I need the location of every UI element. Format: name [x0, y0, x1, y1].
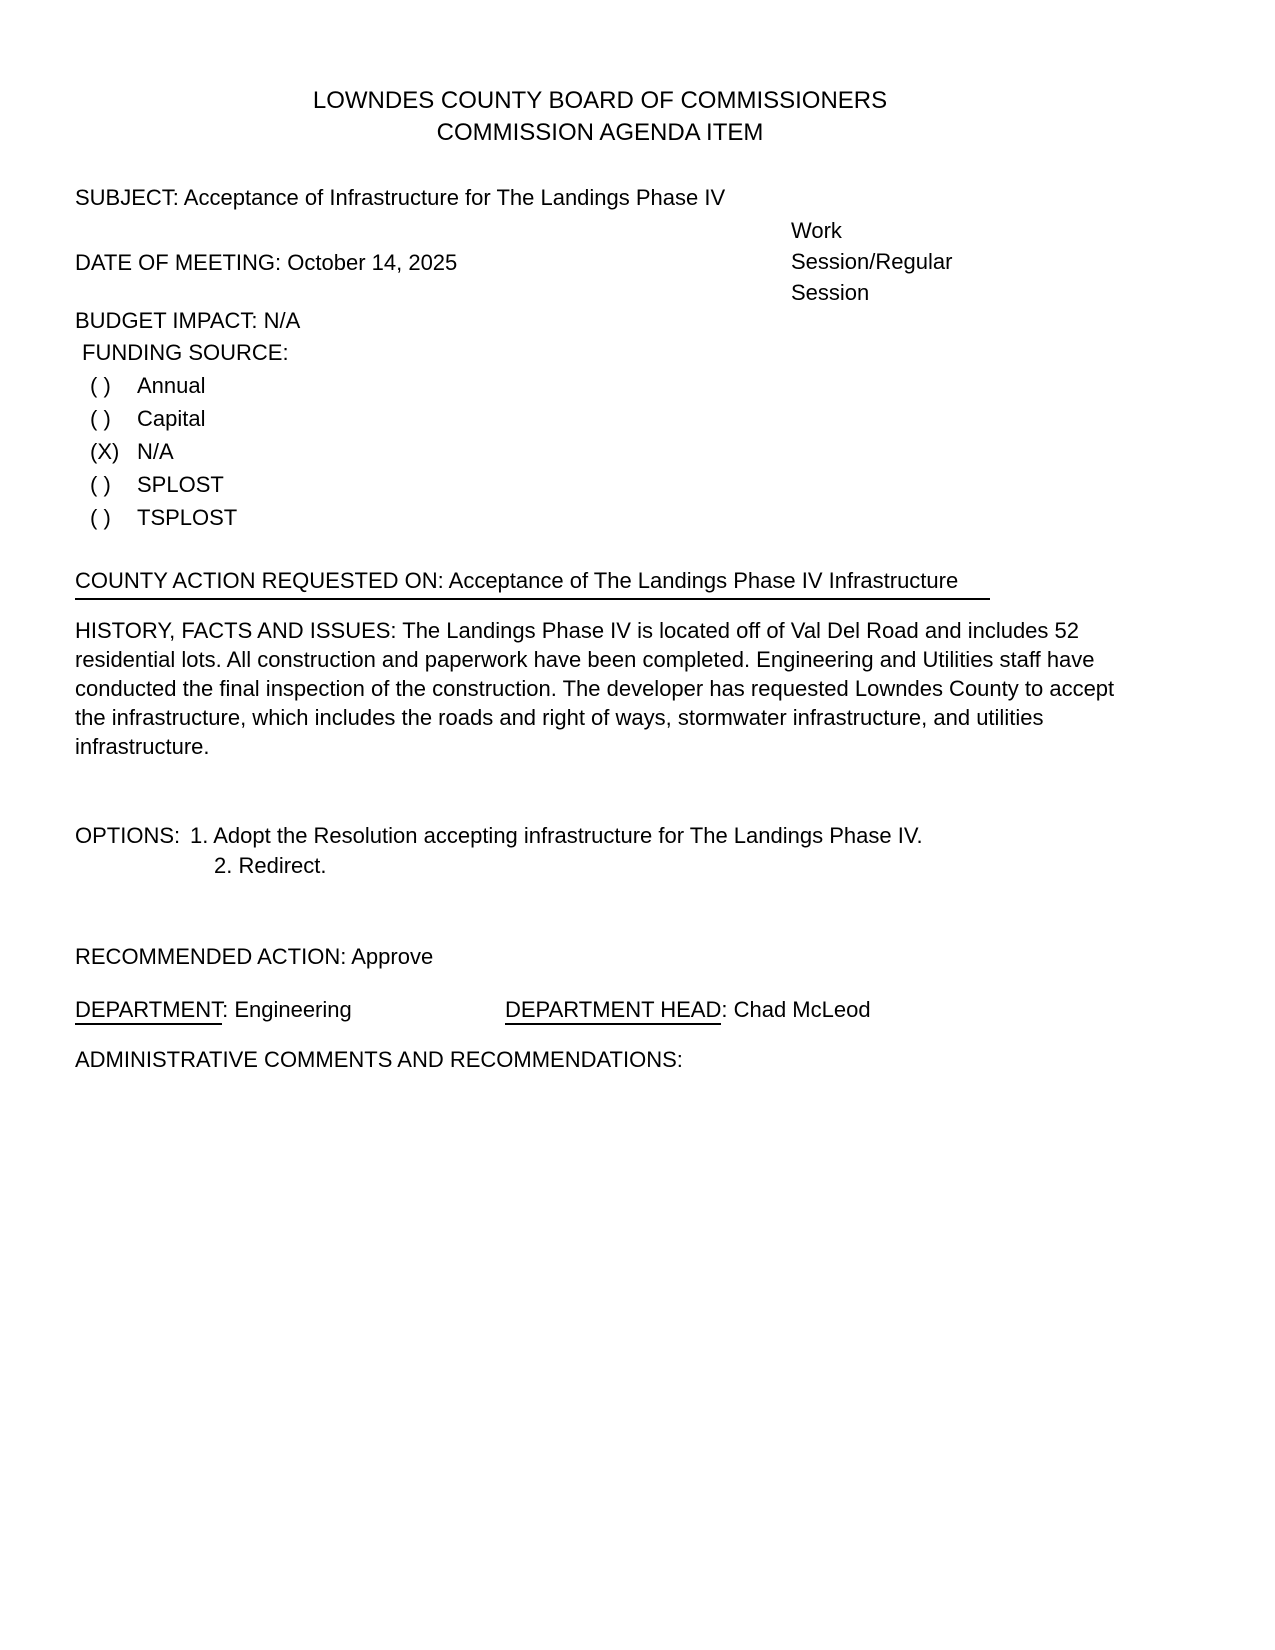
date-of-meeting-line: DATE OF MEETING: October 14, 2025: [75, 250, 458, 275]
checkbox-marker: ( ): [90, 505, 111, 530]
funding-option-label: TSPLOST: [137, 505, 238, 530]
session-type-line: Session/Regular: [791, 249, 953, 274]
options-label: OPTIONS:: [75, 823, 181, 848]
budget-impact-line: BUDGET IMPACT: N/A: [75, 308, 301, 333]
department-section: [75, 994, 1220, 1026]
funding-option-na: [75, 435, 1220, 468]
options-list: [190, 821, 923, 881]
county-action-requested-line: COUNTY ACTION REQUESTED ON: Acceptance of The Landings Phase IV Infrastructure: [75, 566, 990, 600]
department-line: [75, 994, 505, 1026]
funding-option-label: SPLOST: [137, 472, 224, 497]
funding-source-list: [75, 369, 1220, 534]
subject-line: SUBJECT: Acceptance of Infrastructure for The Landings Phase IV: [75, 185, 726, 210]
option-item-2: 2. Redirect.: [214, 853, 327, 878]
department-label: DEPARTMENT: [75, 997, 222, 1025]
department-head-line: [505, 994, 871, 1026]
session-type-note: [791, 215, 952, 308]
checkbox-marker: ( ): [90, 472, 111, 497]
session-type-line: Work: [791, 218, 842, 243]
checkbox-marker: ( ): [90, 406, 111, 431]
department-value: : Engineering: [222, 997, 352, 1022]
checkbox-marker: ( ): [90, 373, 111, 398]
funding-option-annual: [75, 369, 1220, 402]
department-head-label: DEPARTMENT HEAD: [505, 997, 721, 1025]
department-head-value: : Chad McLeod: [721, 997, 871, 1022]
checkbox-marker-checked: (X): [90, 439, 120, 464]
funding-option-label: N/A: [137, 439, 174, 464]
options-section: [75, 821, 1220, 881]
funding-option-tsplost: [75, 501, 1220, 534]
session-type-line: Session: [791, 280, 870, 305]
document-title-line-2: COMMISSION AGENDA ITEM: [436, 119, 764, 146]
funding-source-label: FUNDING SOURCE:: [82, 340, 289, 365]
funding-option-label: Capital: [137, 406, 206, 431]
funding-option-label: Annual: [137, 373, 206, 398]
history-facts-issues-paragraph: HISTORY, FACTS AND ISSUES: The Landings Phase IV is located off of Val Del Road and includes 52 residential lots. All construction and paperwork have been completed. Engineering and Utilities staff have conducted the final inspection of the construction. The developer has requested Lowndes County to accept the infrastructure, which includes the roads and right of ways, stormwater infrastructure, and utilities infrastructure.: [75, 618, 1115, 759]
option-item-1: 1. Adopt the Resolution accepting infrastructure for The Landings Phase IV.: [190, 823, 923, 848]
administrative-comments-line: ADMINISTRATIVE COMMENTS AND RECOMMENDATIONS:: [75, 1047, 683, 1072]
meeting-meta-section: [75, 182, 1220, 305]
recommended-action-line: RECOMMENDED ACTION: Approve: [75, 944, 434, 969]
funding-option-capital: [75, 402, 1220, 435]
document-title-line-1: LOWNDES COUNTY BOARD OF COMMISSIONERS: [312, 87, 888, 114]
funding-option-splost: [75, 468, 1220, 501]
document-header: [75, 85, 1125, 149]
